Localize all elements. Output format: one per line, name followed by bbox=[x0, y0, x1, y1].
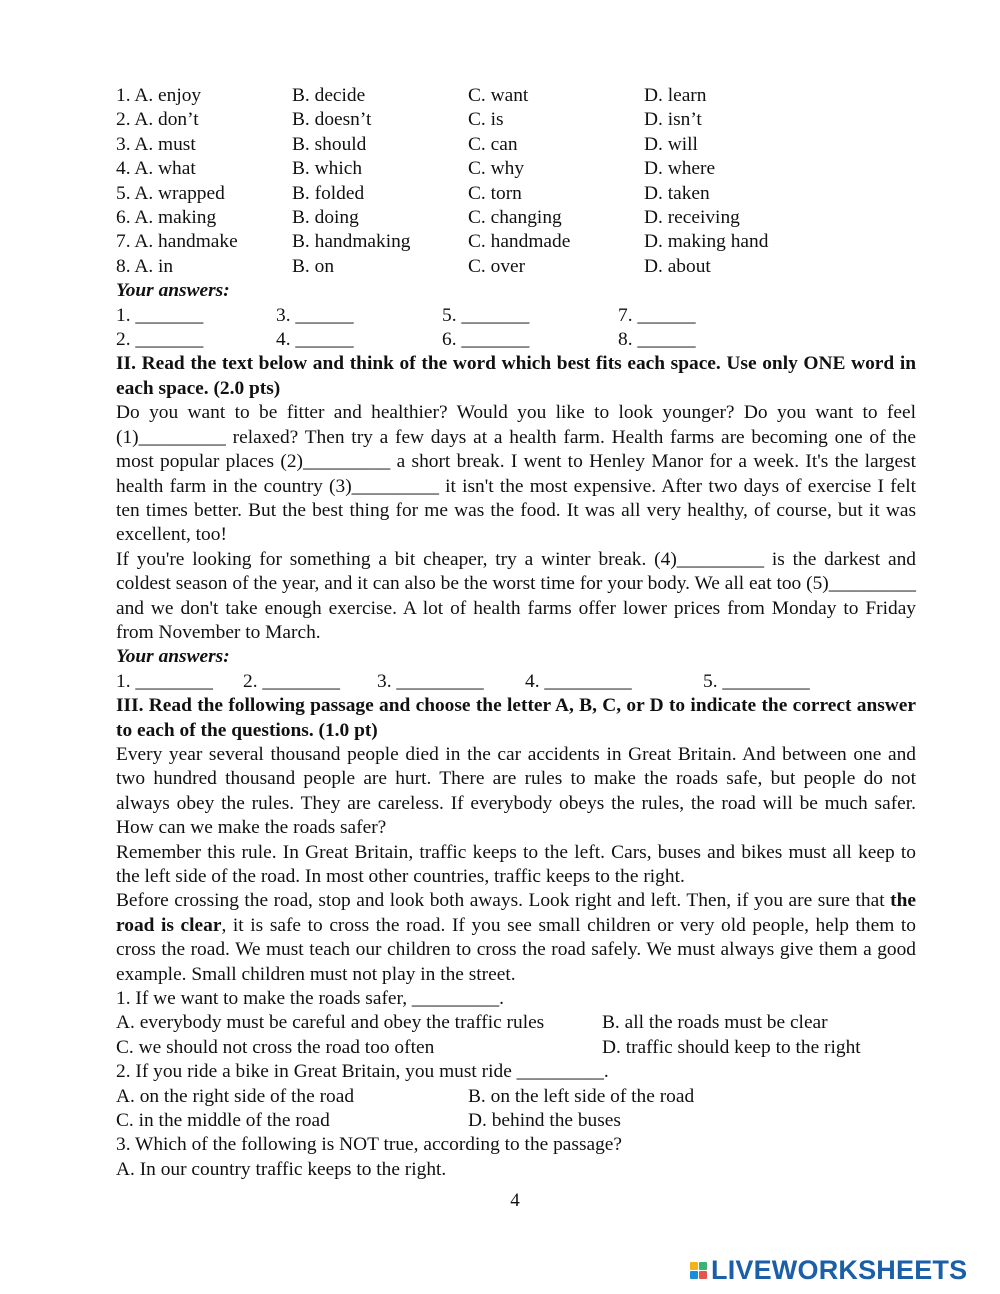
answer-blank[interactable]: 4. ______ bbox=[276, 329, 354, 351]
answer-option[interactable]: A. In our country traffic keeps to the right. bbox=[116, 1158, 447, 1180]
option: C. over bbox=[468, 255, 526, 277]
option: B. on bbox=[292, 255, 335, 277]
logo-square bbox=[699, 1262, 707, 1270]
logo-square bbox=[690, 1271, 698, 1279]
question-options bbox=[116, 1011, 916, 1035]
answer-blank[interactable]: 1. _______ bbox=[116, 304, 204, 326]
section1-options bbox=[116, 84, 916, 279]
option: D. will bbox=[644, 133, 698, 155]
option: D. receiving bbox=[644, 207, 740, 229]
answer-row bbox=[116, 670, 916, 694]
question-options bbox=[116, 1109, 916, 1133]
paragraph-text: Before crossing the road, stop and look both aways. Look right and left. Then, if you are sure that bbox=[116, 890, 891, 912]
question-options bbox=[116, 1085, 916, 1109]
logo-square bbox=[699, 1271, 707, 1279]
option: D. about bbox=[644, 255, 711, 277]
answer-row bbox=[116, 328, 916, 352]
option: C. is bbox=[468, 109, 504, 131]
answer-option[interactable]: D. traffic should keep to the right bbox=[602, 1036, 861, 1058]
option: D. taken bbox=[644, 182, 710, 204]
option: D. making hand bbox=[644, 231, 769, 253]
answer-blank[interactable]: 1. ________ bbox=[116, 670, 213, 692]
option: D. isn’t bbox=[644, 109, 702, 131]
option: 6. A. making bbox=[116, 207, 217, 229]
option-row bbox=[116, 157, 916, 181]
option: 3. A. must bbox=[116, 133, 196, 155]
option: 4. A. what bbox=[116, 158, 196, 180]
answer-blank[interactable]: 4. _________ bbox=[525, 670, 632, 692]
logo-text: LIVEWORKSHEETS bbox=[711, 1254, 968, 1285]
section3-paragraph-3 bbox=[116, 889, 916, 987]
answers-label: Your answers: bbox=[116, 646, 230, 668]
section3-paragraph-2: Remember this rule. In Great Britain, traffic keeps to the left. Cars, buses and bikes must all keep to the left side of the road. In most other countries, traffic keeps to the right. bbox=[116, 841, 916, 887]
answer-blank[interactable]: 2. _______ bbox=[116, 329, 204, 351]
option: D. where bbox=[644, 158, 716, 180]
option-row bbox=[116, 182, 916, 206]
section2-heading: II. Read the text below and think of the word which best fits each space. Use only ONE word in each space. (2.0 pts) bbox=[116, 353, 916, 399]
logo-square bbox=[690, 1262, 698, 1270]
question-1: 1. If we want to make the roads safer, _________. bbox=[116, 988, 505, 1010]
option: B. should bbox=[292, 133, 367, 155]
option-row bbox=[116, 255, 916, 279]
option-row bbox=[116, 84, 916, 108]
liveworksheets-logo[interactable] bbox=[690, 1255, 967, 1285]
section3-heading: III. Read the following passage and choose the letter A, B, C, or D to indicate the correct answer to each of the questions. (1.0 pt) bbox=[116, 695, 916, 741]
question-2: 2. If you ride a bike in Great Britain, you must ride _________. bbox=[116, 1061, 609, 1083]
option: B. folded bbox=[292, 182, 365, 204]
option: 8. A. in bbox=[116, 255, 174, 277]
answer-blank[interactable]: 6. _______ bbox=[442, 329, 530, 351]
answers-label: Your answers: bbox=[116, 280, 230, 302]
option: D. learn bbox=[644, 85, 707, 106]
answer-option[interactable]: A. everybody must be careful and obey the traffic rules bbox=[116, 1012, 545, 1034]
option: C. why bbox=[468, 158, 525, 180]
answer-blank[interactable]: 2. ________ bbox=[243, 670, 340, 692]
bold-phrase: the road is clear bbox=[116, 890, 916, 936]
option: B. doesn’t bbox=[292, 109, 372, 131]
answer-blank[interactable]: 5. _________ bbox=[703, 670, 810, 692]
option: 2. A. don’t bbox=[116, 109, 199, 131]
option: C. can bbox=[468, 133, 518, 155]
answer-row bbox=[116, 304, 916, 328]
question-3: 3. Which of the following is NOT true, according to the passage? bbox=[116, 1134, 623, 1156]
answer-option[interactable]: B. on the left side of the road bbox=[468, 1085, 695, 1107]
option-row bbox=[116, 230, 916, 254]
option: B. handmaking bbox=[292, 231, 411, 253]
answer-option[interactable]: A. on the right side of the road bbox=[116, 1085, 355, 1107]
section2-paragraph-2: If you're looking for something a bit cheaper, try a winter break. (4)_________ is the darkest and coldest season of the year, and it can also be the worst time for your body. We all eat too (5)_________ and we don't take enough exercise. A lot of health farms offer lower prices from Monday to Friday from November to March. bbox=[116, 548, 916, 643]
option: 7. A. handmake bbox=[116, 231, 238, 253]
section2-paragraph-1: Do you want to be fitter and healthier? Would you like to look younger? Do you want to feel (1)_________ relaxed? Then try a few days at a health farm. Health farms are becoming one of the most popular places (2)_________ a short break. I went to Henley Manor for a week. It's the largest health farm in the country (3)_________ it isn't the most expensive. After two days of exercise I felt ten times better. But the best thing for me was the food. It was all very healthy, of course, but it was excellent, too! bbox=[116, 402, 916, 546]
answer-option[interactable]: B. all the roads must be clear bbox=[602, 1012, 828, 1034]
liveworksheets-icon bbox=[690, 1262, 707, 1279]
option: B. decide bbox=[292, 85, 366, 106]
option: 5. A. wrapped bbox=[116, 182, 225, 204]
question-options bbox=[116, 1036, 916, 1060]
answer-option[interactable]: C. we should not cross the road too often bbox=[116, 1036, 435, 1058]
option-row bbox=[116, 133, 916, 157]
answer-option[interactable]: D. behind the buses bbox=[468, 1110, 621, 1132]
option: B. which bbox=[292, 158, 363, 180]
answer-blank[interactable]: 5. _______ bbox=[442, 304, 530, 326]
option: C. want bbox=[468, 85, 529, 106]
answer-blank[interactable]: 7. ______ bbox=[618, 304, 696, 326]
answer-blank[interactable]: 3. ______ bbox=[276, 304, 354, 326]
page-number: 4 bbox=[510, 1190, 520, 1211]
answer-blank[interactable]: 3. _________ bbox=[377, 670, 484, 692]
answer-option[interactable]: C. in the middle of the road bbox=[116, 1110, 330, 1132]
option: C. handmade bbox=[468, 231, 571, 253]
section3-paragraph-1: Every year several thousand people died in the car accidents in Great Britain. And between one and two hundred thousand people are hurt. There are rules to make the roads safe, but people do not always obey the rules. They are careless. If everybody obeys the rules, the road will be much safer. How can we make the roads safer? bbox=[116, 743, 916, 839]
option: C. torn bbox=[468, 182, 522, 204]
option: B. doing bbox=[292, 207, 359, 229]
answer-blank[interactable]: 8. ______ bbox=[618, 329, 696, 351]
option-row bbox=[116, 206, 916, 230]
worksheet-page bbox=[116, 84, 916, 1182]
paragraph-text: , it is safe to cross the road. If you see small children or very old people, help them to cross the road. We must teach our children to cross the road safely. We must always give them a good example. Small children must not play in the street. bbox=[116, 914, 916, 985]
option: 1. A. enjoy bbox=[116, 85, 202, 106]
option-row bbox=[116, 108, 916, 132]
option: C. changing bbox=[468, 207, 562, 229]
